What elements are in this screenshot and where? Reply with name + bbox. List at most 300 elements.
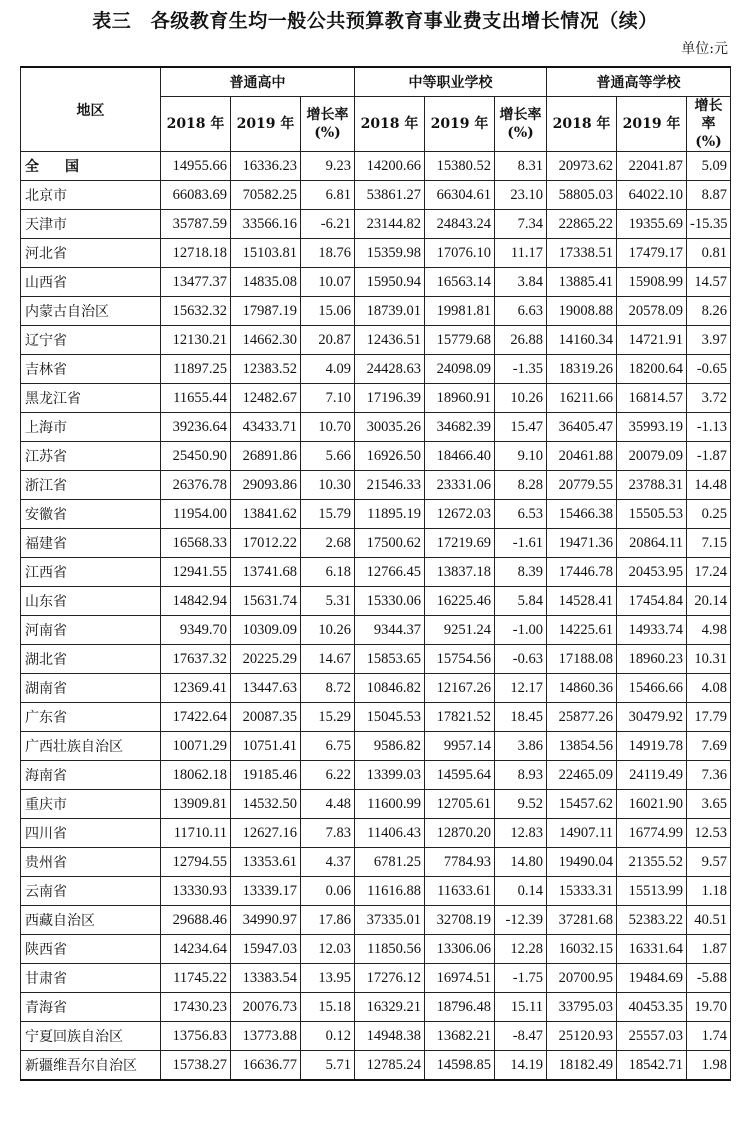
value-cell: 17196.39 xyxy=(355,384,425,413)
value-cell: 20453.95 xyxy=(617,558,687,587)
value-cell: 13383.54 xyxy=(231,964,301,993)
value-cell: 12794.55 xyxy=(161,848,231,877)
value-cell: 26376.78 xyxy=(161,471,231,500)
value-cell: -8.47 xyxy=(495,1022,547,1051)
value-cell: 19008.88 xyxy=(547,297,617,326)
value-cell: 8.39 xyxy=(495,558,547,587)
value-cell: 11633.61 xyxy=(425,877,495,906)
value-cell: 14907.11 xyxy=(547,819,617,848)
value-cell: 37335.01 xyxy=(355,906,425,935)
value-cell: 14721.91 xyxy=(617,326,687,355)
value-cell: 12482.67 xyxy=(231,384,301,413)
region-cell: 内蒙古自治区 xyxy=(21,297,161,326)
value-cell: 11.17 xyxy=(495,239,547,268)
value-cell: 3.65 xyxy=(687,790,731,819)
value-cell: 18739.01 xyxy=(355,297,425,326)
value-cell: -15.35 xyxy=(687,210,731,239)
value-cell: 25557.03 xyxy=(617,1022,687,1051)
value-cell: 13909.81 xyxy=(161,790,231,819)
value-cell: 11710.11 xyxy=(161,819,231,848)
value-cell: 0.81 xyxy=(687,239,731,268)
value-cell: 9251.24 xyxy=(425,616,495,645)
value-cell: 4.09 xyxy=(301,355,355,384)
value-cell: 13353.61 xyxy=(231,848,301,877)
region-cell: 黑龙江省 xyxy=(21,384,161,413)
value-cell: 6.63 xyxy=(495,297,547,326)
region-cell: 甘肃省 xyxy=(21,964,161,993)
value-cell: 7.15 xyxy=(687,529,731,558)
sub-header-growth: 增长率 (%) xyxy=(495,97,547,152)
value-cell: 30479.92 xyxy=(617,703,687,732)
value-cell: 5.09 xyxy=(687,152,731,181)
value-cell: 52383.22 xyxy=(617,906,687,935)
table-row xyxy=(21,645,731,674)
table-row xyxy=(21,529,731,558)
value-cell: 2.68 xyxy=(301,529,355,558)
value-cell: 18200.64 xyxy=(617,355,687,384)
value-cell: 18466.40 xyxy=(425,442,495,471)
value-cell: 8.93 xyxy=(495,761,547,790)
value-cell: -0.65 xyxy=(687,355,731,384)
value-cell: 3.97 xyxy=(687,326,731,355)
value-cell: 23788.31 xyxy=(617,471,687,500)
sub-header-2018: 2018 年 xyxy=(547,97,617,152)
value-cell: 15.79 xyxy=(301,500,355,529)
table-row xyxy=(21,384,731,413)
region-cell: 上海市 xyxy=(21,413,161,442)
value-cell: 14860.36 xyxy=(547,674,617,703)
value-cell: 14160.34 xyxy=(547,326,617,355)
value-cell: 20700.95 xyxy=(547,964,617,993)
value-cell: 7.83 xyxy=(301,819,355,848)
value-cell: 12627.16 xyxy=(231,819,301,848)
region-cell: 福建省 xyxy=(21,529,161,558)
value-cell: 33795.03 xyxy=(547,993,617,1022)
value-cell: 16774.99 xyxy=(617,819,687,848)
value-cell: 8.31 xyxy=(495,152,547,181)
value-cell: 53861.27 xyxy=(355,181,425,210)
value-cell: 20578.09 xyxy=(617,297,687,326)
value-cell: 40.51 xyxy=(687,906,731,935)
value-cell: 15330.06 xyxy=(355,587,425,616)
value-cell: 13885.41 xyxy=(547,268,617,297)
value-cell: 17076.10 xyxy=(425,239,495,268)
region-cell: 吉林省 xyxy=(21,355,161,384)
value-cell: 17987.19 xyxy=(231,297,301,326)
region-cell: 西藏自治区 xyxy=(21,906,161,935)
sub-header-2019: 2019 年 xyxy=(425,97,495,152)
value-cell: 29688.46 xyxy=(161,906,231,935)
table-row xyxy=(21,906,731,935)
value-cell: 15947.03 xyxy=(231,935,301,964)
table-row xyxy=(21,964,731,993)
value-cell: 13682.21 xyxy=(425,1022,495,1051)
value-cell: 1.74 xyxy=(687,1022,731,1051)
value-cell: 1.87 xyxy=(687,935,731,964)
value-cell: 6.53 xyxy=(495,500,547,529)
value-cell: 17637.32 xyxy=(161,645,231,674)
value-cell: 17.86 xyxy=(301,906,355,935)
value-cell: 16636.77 xyxy=(231,1051,301,1081)
value-cell: 17479.17 xyxy=(617,239,687,268)
value-cell: 10.07 xyxy=(301,268,355,297)
value-cell: 16021.90 xyxy=(617,790,687,819)
value-cell: 10.26 xyxy=(301,616,355,645)
value-cell: 17338.51 xyxy=(547,239,617,268)
region-cell: 全 国 xyxy=(21,152,161,181)
table-row xyxy=(21,790,731,819)
value-cell: 17422.64 xyxy=(161,703,231,732)
value-cell: 14598.85 xyxy=(425,1051,495,1081)
table-row xyxy=(21,413,731,442)
region-cell: 江西省 xyxy=(21,558,161,587)
value-cell: 17012.22 xyxy=(231,529,301,558)
region-cell: 四川省 xyxy=(21,819,161,848)
value-cell: 35787.59 xyxy=(161,210,231,239)
value-cell: 23144.82 xyxy=(355,210,425,239)
value-cell: 18319.26 xyxy=(547,355,617,384)
value-cell: 12130.21 xyxy=(161,326,231,355)
table-row xyxy=(21,326,731,355)
value-cell: 17821.52 xyxy=(425,703,495,732)
value-cell: 12.28 xyxy=(495,935,547,964)
value-cell: 6.22 xyxy=(301,761,355,790)
value-cell: 66083.69 xyxy=(161,181,231,210)
value-cell: -1.35 xyxy=(495,355,547,384)
value-cell: 6.75 xyxy=(301,732,355,761)
region-cell: 河南省 xyxy=(21,616,161,645)
value-cell: 15631.74 xyxy=(231,587,301,616)
value-cell: 13477.37 xyxy=(161,268,231,297)
region-cell: 北京市 xyxy=(21,181,161,210)
value-cell: 13756.83 xyxy=(161,1022,231,1051)
value-cell: 12436.51 xyxy=(355,326,425,355)
table-row xyxy=(21,1022,731,1051)
value-cell: 10309.09 xyxy=(231,616,301,645)
value-cell: 7784.93 xyxy=(425,848,495,877)
value-cell: 11616.88 xyxy=(355,877,425,906)
value-cell: 12167.26 xyxy=(425,674,495,703)
value-cell: 3.72 xyxy=(687,384,731,413)
value-cell: 22041.87 xyxy=(617,152,687,181)
value-cell: 15.29 xyxy=(301,703,355,732)
value-cell: -6.21 xyxy=(301,210,355,239)
value-cell: 20973.62 xyxy=(547,152,617,181)
region-cell: 宁夏回族自治区 xyxy=(21,1022,161,1051)
value-cell: 20.14 xyxy=(687,587,731,616)
value-cell: 23.10 xyxy=(495,181,547,210)
value-cell: -12.39 xyxy=(495,906,547,935)
value-cell: 15779.68 xyxy=(425,326,495,355)
value-cell: 22865.22 xyxy=(547,210,617,239)
value-cell: 8.72 xyxy=(301,674,355,703)
value-cell: 20461.88 xyxy=(547,442,617,471)
value-cell: 24098.09 xyxy=(425,355,495,384)
value-cell: 5.66 xyxy=(301,442,355,471)
value-cell: 15359.98 xyxy=(355,239,425,268)
value-cell: 15950.94 xyxy=(355,268,425,297)
value-cell: 16974.51 xyxy=(425,964,495,993)
value-cell: 23331.06 xyxy=(425,471,495,500)
value-cell: 34990.97 xyxy=(231,906,301,935)
value-cell: -1.61 xyxy=(495,529,547,558)
table-row xyxy=(21,297,731,326)
value-cell: 17454.84 xyxy=(617,587,687,616)
value-cell: 12369.41 xyxy=(161,674,231,703)
value-cell: 12870.20 xyxy=(425,819,495,848)
value-cell: 13837.18 xyxy=(425,558,495,587)
value-cell: 7.10 xyxy=(301,384,355,413)
value-cell: 16032.15 xyxy=(547,935,617,964)
value-cell: 12.03 xyxy=(301,935,355,964)
value-cell: 16568.33 xyxy=(161,529,231,558)
value-cell: 9.52 xyxy=(495,790,547,819)
group-header-high-school: 普通高中 xyxy=(161,67,355,97)
value-cell: 14955.66 xyxy=(161,152,231,181)
value-cell: 40453.35 xyxy=(617,993,687,1022)
value-cell: 20864.11 xyxy=(617,529,687,558)
value-cell: 0.14 xyxy=(495,877,547,906)
value-cell: 5.31 xyxy=(301,587,355,616)
value-cell: 12718.18 xyxy=(161,239,231,268)
value-cell: 13447.63 xyxy=(231,674,301,703)
region-cell: 安徽省 xyxy=(21,500,161,529)
region-cell: 海南省 xyxy=(21,761,161,790)
value-cell: 15466.38 xyxy=(547,500,617,529)
value-cell: 14919.78 xyxy=(617,732,687,761)
value-cell: 20779.55 xyxy=(547,471,617,500)
value-cell: 18182.49 xyxy=(547,1051,617,1081)
sub-header-growth: 增长率 (%) xyxy=(687,97,731,152)
value-cell: 20079.09 xyxy=(617,442,687,471)
value-cell: 22465.09 xyxy=(547,761,617,790)
value-cell: 19490.04 xyxy=(547,848,617,877)
value-cell: 12941.55 xyxy=(161,558,231,587)
value-cell: 12.53 xyxy=(687,819,731,848)
table-row xyxy=(21,210,731,239)
value-cell: 4.37 xyxy=(301,848,355,877)
value-cell: -1.87 xyxy=(687,442,731,471)
value-cell: 14835.08 xyxy=(231,268,301,297)
value-cell: 17430.23 xyxy=(161,993,231,1022)
sub-header-2019: 2019 年 xyxy=(617,97,687,152)
value-cell: 5.84 xyxy=(495,587,547,616)
region-cell: 山东省 xyxy=(21,587,161,616)
value-cell: 9349.70 xyxy=(161,616,231,645)
table-row xyxy=(21,355,731,384)
value-cell: -1.75 xyxy=(495,964,547,993)
sub-header-2018: 2018 年 xyxy=(355,97,425,152)
value-cell: 14.57 xyxy=(687,268,731,297)
value-cell: 20076.73 xyxy=(231,993,301,1022)
value-cell: 0.12 xyxy=(301,1022,355,1051)
value-cell: 14.80 xyxy=(495,848,547,877)
value-cell: 16211.66 xyxy=(547,384,617,413)
value-cell: 16926.50 xyxy=(355,442,425,471)
value-cell: 20225.29 xyxy=(231,645,301,674)
value-cell: 10.31 xyxy=(687,645,731,674)
region-cell: 河北省 xyxy=(21,239,161,268)
value-cell: 11745.22 xyxy=(161,964,231,993)
value-cell: 15.06 xyxy=(301,297,355,326)
value-cell: -1.00 xyxy=(495,616,547,645)
value-cell: 14532.50 xyxy=(231,790,301,819)
value-cell: 18960.23 xyxy=(617,645,687,674)
region-header: 地区 xyxy=(21,67,161,152)
sub-header-2018: 2018 年 xyxy=(161,97,231,152)
value-cell: 1.18 xyxy=(687,877,731,906)
value-cell: 17219.69 xyxy=(425,529,495,558)
value-cell: 17276.12 xyxy=(355,964,425,993)
value-cell: 11406.43 xyxy=(355,819,425,848)
value-cell: 15466.66 xyxy=(617,674,687,703)
table-header xyxy=(21,67,731,152)
value-cell: 8.87 xyxy=(687,181,731,210)
value-cell: 15738.27 xyxy=(161,1051,231,1081)
value-cell: 5.71 xyxy=(301,1051,355,1081)
value-cell: 3.86 xyxy=(495,732,547,761)
value-cell: 6.81 xyxy=(301,181,355,210)
value-cell: 14234.64 xyxy=(161,935,231,964)
value-cell: 15.11 xyxy=(495,993,547,1022)
value-cell: -0.63 xyxy=(495,645,547,674)
value-cell: 14842.94 xyxy=(161,587,231,616)
value-cell: 1.98 xyxy=(687,1051,731,1081)
value-cell: 9.57 xyxy=(687,848,731,877)
value-cell: 13306.06 xyxy=(425,935,495,964)
value-cell: 13399.03 xyxy=(355,761,425,790)
value-cell: 13841.62 xyxy=(231,500,301,529)
table-row xyxy=(21,732,731,761)
value-cell: 17500.62 xyxy=(355,529,425,558)
value-cell: 14948.38 xyxy=(355,1022,425,1051)
value-cell: 24428.63 xyxy=(355,355,425,384)
value-cell: 15380.52 xyxy=(425,152,495,181)
value-cell: 15513.99 xyxy=(617,877,687,906)
value-cell: 13330.93 xyxy=(161,877,231,906)
table-row xyxy=(21,935,731,964)
value-cell: 58805.03 xyxy=(547,181,617,210)
value-cell: 11954.00 xyxy=(161,500,231,529)
value-cell: 13339.17 xyxy=(231,877,301,906)
value-cell: 14662.30 xyxy=(231,326,301,355)
value-cell: 26891.86 xyxy=(231,442,301,471)
value-cell: 33566.16 xyxy=(231,210,301,239)
table-row xyxy=(21,616,731,645)
region-cell: 青海省 xyxy=(21,993,161,1022)
value-cell: 12785.24 xyxy=(355,1051,425,1081)
value-cell: 15.47 xyxy=(495,413,547,442)
value-cell: 12383.52 xyxy=(231,355,301,384)
value-cell: 20.87 xyxy=(301,326,355,355)
value-cell: 26.88 xyxy=(495,326,547,355)
value-cell: 4.08 xyxy=(687,674,731,703)
region-cell: 新疆维吾尔自治区 xyxy=(21,1051,161,1081)
value-cell: 25877.26 xyxy=(547,703,617,732)
value-cell: 10071.29 xyxy=(161,732,231,761)
value-cell: 13773.88 xyxy=(231,1022,301,1051)
value-cell: 10.70 xyxy=(301,413,355,442)
value-cell: 35993.19 xyxy=(617,413,687,442)
value-cell: 19355.69 xyxy=(617,210,687,239)
table-body xyxy=(21,152,731,1081)
value-cell: 70582.25 xyxy=(231,181,301,210)
value-cell: 15505.53 xyxy=(617,500,687,529)
value-cell: 11895.19 xyxy=(355,500,425,529)
value-cell: 11655.44 xyxy=(161,384,231,413)
value-cell: 6781.25 xyxy=(355,848,425,877)
value-cell: 16814.57 xyxy=(617,384,687,413)
region-cell: 山西省 xyxy=(21,268,161,297)
value-cell: 15045.53 xyxy=(355,703,425,732)
value-cell: 29093.86 xyxy=(231,471,301,500)
group-header-vocational: 中等职业学校 xyxy=(355,67,547,97)
value-cell: 10751.41 xyxy=(231,732,301,761)
value-cell: 14225.61 xyxy=(547,616,617,645)
table-row xyxy=(21,471,731,500)
value-cell: 16331.64 xyxy=(617,935,687,964)
value-cell: 19484.69 xyxy=(617,964,687,993)
table-row xyxy=(21,877,731,906)
value-cell: 12.17 xyxy=(495,674,547,703)
region-cell: 重庆市 xyxy=(21,790,161,819)
value-cell: 4.48 xyxy=(301,790,355,819)
value-cell: 6.18 xyxy=(301,558,355,587)
value-cell: 37281.68 xyxy=(547,906,617,935)
value-cell: 11600.99 xyxy=(355,790,425,819)
value-cell: 20087.35 xyxy=(231,703,301,732)
value-cell: 0.06 xyxy=(301,877,355,906)
region-cell: 广东省 xyxy=(21,703,161,732)
value-cell: 14933.74 xyxy=(617,616,687,645)
value-cell: 17188.08 xyxy=(547,645,617,674)
value-cell: 39236.64 xyxy=(161,413,231,442)
sub-header-growth: 增长率 (%) xyxy=(301,97,355,152)
value-cell: 18960.91 xyxy=(425,384,495,413)
region-cell: 辽宁省 xyxy=(21,326,161,355)
value-cell: 19981.81 xyxy=(425,297,495,326)
table-row xyxy=(21,848,731,877)
sub-header-2019: 2019 年 xyxy=(231,97,301,152)
value-cell: -5.88 xyxy=(687,964,731,993)
value-cell: 7.69 xyxy=(687,732,731,761)
table-row xyxy=(21,239,731,268)
table-row xyxy=(21,500,731,529)
value-cell: 10.26 xyxy=(495,384,547,413)
value-cell: 18796.48 xyxy=(425,993,495,1022)
value-cell: 9.23 xyxy=(301,152,355,181)
table-row xyxy=(21,268,731,297)
value-cell: 13741.68 xyxy=(231,558,301,587)
value-cell: 4.98 xyxy=(687,616,731,645)
table-title: 表三 各级教育生均一般公共预算教育事业费支出增长情况（续） xyxy=(92,10,658,32)
value-cell: 14200.66 xyxy=(355,152,425,181)
value-cell: 15908.99 xyxy=(617,268,687,297)
value-cell: 64022.10 xyxy=(617,181,687,210)
value-cell: 32708.19 xyxy=(425,906,495,935)
value-cell: 19.70 xyxy=(687,993,731,1022)
value-cell: 15632.32 xyxy=(161,297,231,326)
value-cell: 7.36 xyxy=(687,761,731,790)
value-cell: 19471.36 xyxy=(547,529,617,558)
value-cell: 7.34 xyxy=(495,210,547,239)
value-cell: 10846.82 xyxy=(355,674,425,703)
value-cell: 8.26 xyxy=(687,297,731,326)
value-cell: 18062.18 xyxy=(161,761,231,790)
value-cell: -1.13 xyxy=(687,413,731,442)
value-cell: 15.18 xyxy=(301,993,355,1022)
value-cell: 25120.93 xyxy=(547,1022,617,1051)
